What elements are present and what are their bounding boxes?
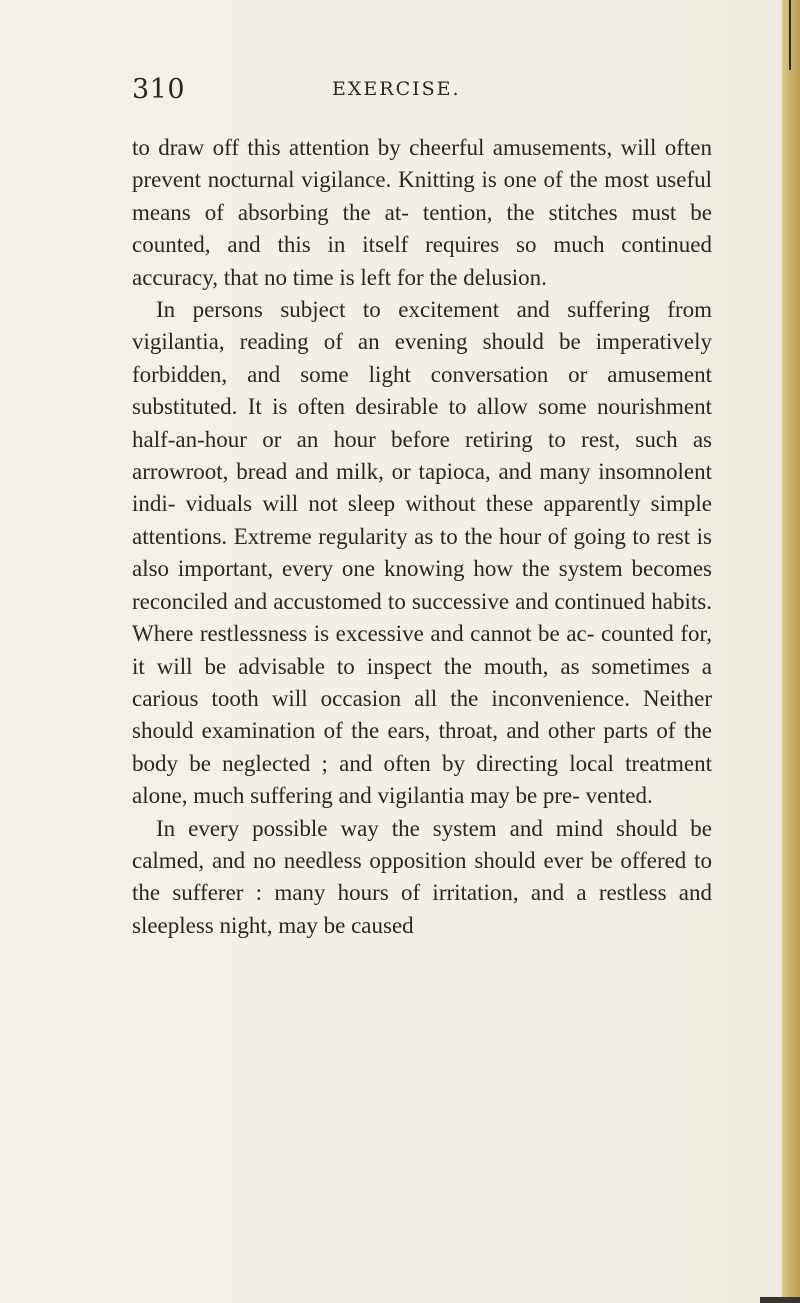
page-header — [132, 74, 692, 114]
page-number: 310 — [132, 74, 186, 105]
edge-bottom-mark — [760, 1297, 800, 1303]
running-head: EXERCISE. — [332, 78, 461, 100]
body-text — [132, 132, 712, 942]
page-edge — [782, 0, 800, 1303]
paragraph-2: In persons subject to excitement and suffering from vigilantia, reading of an evening should be imperatively forbidden, and some light conversation or amusement substituted. It is often desirable to allow some nourishment half-an-hour or an hour before retiring to rest, such as arrowroot, bread and milk, or tapioca, and many insomnolent indi- viduals will not sleep without these apparently simple attentions. Extreme regularity as to the hour of going to rest is also important, every one knowing how the system becomes reconciled and accustomed to successive and continued habits. Where restlessness is excessive and cannot be ac- counted for, it will be advisable to inspect the mouth, as sometimes a carious tooth will occasion all the inconvenience. Neither should examination of the ears, throat, and other parts of the body be neglected ; and often by directing local treatment alone, much suffering and vigilantia may be pre- vented. — [132, 297, 712, 809]
edge-mark — [789, 0, 791, 70]
paragraph-3: In every possible way the system and mind should be calmed, and no needless opposition should ever be offered to the sufferer : many hours of irritation, and a restless and sleepless night, may be caused — [132, 815, 712, 938]
paragraph-1: to draw off this attention by cheerful amusements, will often prevent nocturnal vigilance. Knitting is one of the most useful means of absorbing the at- tention, the stitches must be counted, and this in itself requires so much continued accuracy, that no time is left for the delusion. — [132, 135, 712, 290]
